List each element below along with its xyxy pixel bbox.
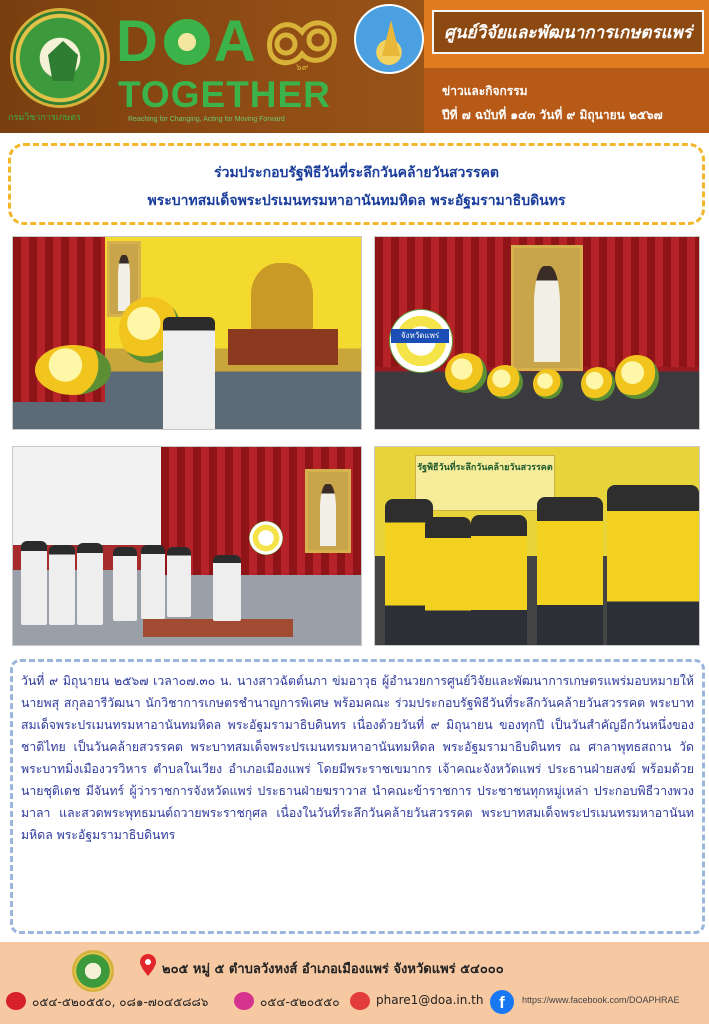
emblem-caption: ๖๙ [296,63,309,72]
center-title: ศูนย์วิจัยและพัฒนาการเกษตรแพร่ [444,22,692,43]
headline-box [8,143,705,225]
buddha-statue [251,263,313,333]
header-banner [0,0,709,133]
flower-stand-5 [615,355,659,399]
seated-official-1 [21,541,47,625]
altar-table [228,329,338,365]
section-label: ข่าวและกิจกรรม [442,84,528,98]
flower-basket [35,345,111,395]
wreath-stage [249,521,283,555]
person-4 [537,497,603,646]
footer-doa-logo [72,950,114,992]
person-2 [425,517,471,646]
center-title-box [432,10,704,54]
flower-stand-2 [487,365,523,399]
footer-contact-row [4,990,709,1014]
flower-stand-3 [533,369,563,399]
phone-icon [6,992,26,1010]
ceremony-banner: รัฐพิธีวันที่ระลึกวันคล้ายวันสวรรคต [415,455,555,511]
headline-line-2: พระบาทสมเด็จพระปรเมนทรมหาอานันทมหิดล พระอัฐมรามาธิบดินทร [147,193,566,209]
brand-letter-a: A [213,9,258,74]
footer-address: ๒๐๕ หมู่ ๕ ตำบลวังหงส์ อำเภอเมืองแพร่ จังหวัดแพร่ ๕๔๐๐๐ [162,962,504,977]
stupa-badge-icon [354,4,424,74]
royal-portrait-large [511,245,583,371]
hall-wall [13,447,161,545]
seated-official-4 [113,547,137,621]
flower-stand-4 [581,367,615,401]
royal-portrait-stage [305,469,351,553]
person-5 [607,485,699,646]
facebook-icon[interactable]: f [490,990,514,1014]
footer-facebook-url[interactable]: https://www.facebook.com/DOAPHRAE [522,995,680,1005]
brand-doa [116,9,258,74]
person-3 [471,515,527,646]
footer-phones: ๐๕๔-๕๒๐๕๕๐, ๐๘๑-๗๐๔๕๘๘๖ [32,995,209,1009]
email-icon [350,992,370,1010]
seated-official-3 [77,543,103,625]
footer-email[interactable]: phare1@doa.in.th [376,993,484,1007]
brand-letter-d: D [116,9,160,74]
officer-placing-flowers [163,317,215,430]
article-body-text: วันที่ ๙ มิถุนายน ๒๕๖๗ เวลา๐๗.๓๐ น. นางสาวฉัตต์นภา ข่มอาวุธ ผู้อำนวยการศูนย์วิจัยและพัฒนาการเกษตรแพร่มอบหมายให้ นายพสุ สกุลอารีวัฒนา นักวิชาการเกษตรชำนาญการพิเศษ พร้อมคณะ ร่วมประกอบรัฐพิธีวันที่ระลึกวันคล้ายวันสวรรคต พระบาทสมเด็จพระปรเมนทรมหาอานันทมหิดล พระอัฐมรามาธิบดินทร เนื่องด้วยวันที่ ๙ มิถุนายน ของทุกปี เป็นวันสำคัญอีกวันหนึ่งของชาติไทย เป็นวันคล้ายสวรรคต พระบาทสมเด็จพระปรเมนทรมหาอานันทมหิดล พระอัฐมรามาธิบดินทร ณ ศาลาพุทธสถาน วัดพระบาทมิ่งเมืองวรวิหาร ตำบลในเวียง อำเภอเมืองแพร่ โดยมีพระราชเขมากร เจ้าคณะจังหวัดแพร่ ประธานฝ่ายสงฆ์ พร้อมด้วยนายชุติเดช มีจันทร์ ผู้ว่าราชการจังหวัดแพร่ ประธานฝ่ายฆราวาส นำคณะข้าราชการ ประชาชนทุกหมู่เหล่า ประกอบพิธีวางพวงมาลา และสวดพระพุทธมนต์ถวายพระราชกุศล เนื่องในวันที่ระลึกวันคล้ายวันสวรรคต พระบาทสมเด็จพระปรเมนทรมหาอานันทมหิดล พระอัฐมรามาธิบดินทร [21,674,694,842]
flower-stand-1 [445,353,487,393]
photo-group-yellow-shirts [374,446,700,646]
fax-icon [234,992,254,1010]
brand-together: TOGETHER [118,74,331,115]
logo-caption: กรมวิชาการเกษตร [8,113,81,123]
brand-tagline: Reaching for Changing, Acting for Moving Forward [128,116,285,123]
footer-fax: ๐๕๔-๕๒๐๕๕๐ [260,995,340,1009]
brand-o-seal-icon [164,19,210,65]
presiding-official [213,555,241,621]
seated-official-2 [49,545,75,625]
seated-official-5 [141,545,165,619]
doa-logo [10,8,110,108]
article-body-box [10,659,705,934]
anniversary-emblem-icon [262,10,344,72]
photo-seated-officials [12,446,362,646]
wreath-ribbon: จังหวัดแพร่ [391,329,449,343]
red-carpet [143,619,293,637]
headline-line-1: ร่วมประกอบรัฐพิธีวันที่ระลึกวันคล้ายวันสวรรคต [214,165,499,181]
logo-emblem-icon [48,41,78,81]
seated-official-6 [167,547,191,617]
photo-portrait-wreaths [374,236,700,430]
issue-info: ปีที่ ๗ ฉบับที่ ๑๔๓ วันที่ ๙ มิถุนายน ๒๕๖๗ [442,108,663,122]
photo-ceremony-altar [12,236,362,430]
location-pin-icon [140,954,156,976]
